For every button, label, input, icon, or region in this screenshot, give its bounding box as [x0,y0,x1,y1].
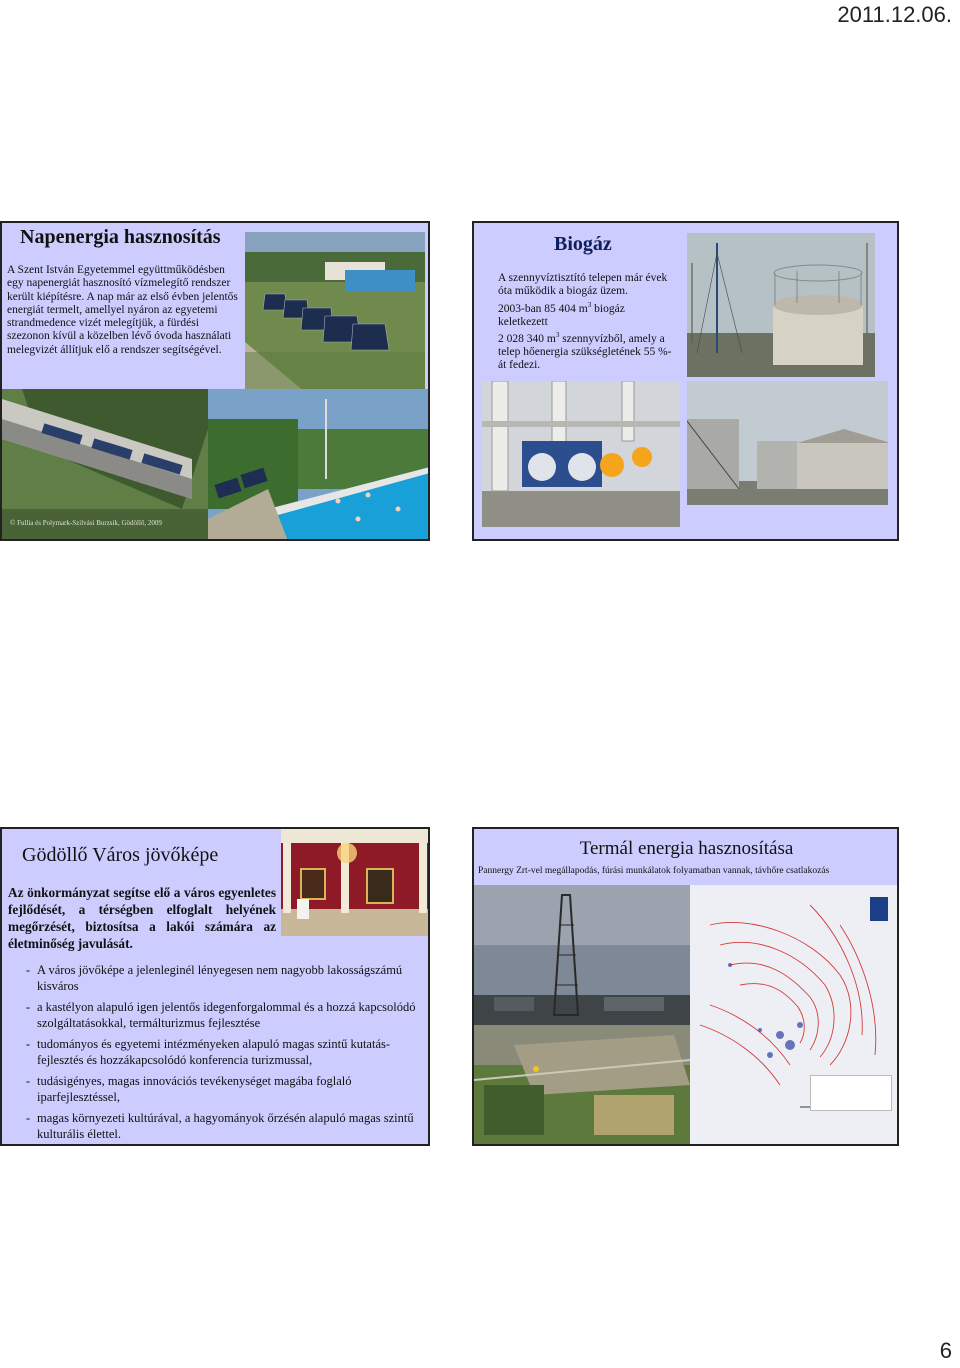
slide-napenergia [0,221,430,541]
photo-caption: © Fullia és Polymark-Szilvási Burzsik, Gödöllő, 2009 [10,519,162,527]
swimming-pool-photo [208,389,430,541]
slide-body-text [498,272,676,373]
slide-biogaz [472,221,899,541]
slide-termal-energia [472,827,899,1146]
gas-holder-photo [687,233,875,377]
body-line-1: A szennyvíztisztító telepen már évek óta működik a biogáz üzem. [498,272,668,298]
body-line-3b: szennyvízből, amely a telep hőenergia szükségletének 55 %-át fedezi. [498,332,672,372]
list-item: - a kastélyon alapuló igen jelentős idegenforgalommal és a hozzá kapcsolódó szolgáltatásokkal, termálturizmus fejlesztése [26,999,416,1031]
palace-hall-photo [281,829,430,936]
page-number: 6 [939,1338,952,1363]
storage-tanks-photo [687,381,888,505]
aerial-town-photo [474,1025,690,1146]
list-item: - tudományos és egyetemi intézményeken alapuló magas szintű kutatás-fejlesztés és hozzákapcsolódó konferencia turizmussal, [26,1036,416,1068]
body-line-2: 2003-ban 85 404 m [498,302,588,315]
slide-title: Gödöllő Város jövőképe [22,844,219,866]
boiler-room-photo [482,381,680,527]
body-line-3: 2 028 340 m [498,332,556,345]
map-legend [810,1075,892,1111]
slide-title: Termál energia hasznosítása [579,838,794,859]
slide-godollo-jovokep [0,827,430,1146]
slide-subtitle: Pannergy Zrt-vel megállapodás, fúrási munkálatok folyamatban vannak, távhőre csatlakozás [478,866,830,876]
list-item: - tudásigényes, magas innovációs tevékenységet magába foglaló iparfejlesztéssel, [26,1073,416,1105]
lead-text: Az önkormányzat segítse elő a város egyenletes fejlődését, a térségben elfoglalt helyének megőrzését, biztosítsa a lakói számára az életminőség javulását. [8,885,276,951]
body-line-2b: biogáz keletkezett [498,302,625,328]
slide-body-text: A Szent István Egyetemmel együttműködésben egy napenergiát hasznosító vízmelegítő rendszer került kiépítésre. A nap már az első évben jelentős energiát termelt, amellyel nyáron az egyetemi strandmedence vizét melegítjük, a fürdési szezonon kívül a közelben lévő óvoda használati melegvizét állítjuk elő a rendszer segítségével. [7,264,238,356]
vision-list [26,962,416,1146]
solar-collectors-photo [245,232,425,392]
superscript: 3 [555,331,560,340]
slide-title: Biogáz [554,233,612,255]
drilling-rig-photo [474,885,690,1025]
thermal-contour-map [690,885,899,1146]
date-stamp: 2011.12.06. [837,2,952,27]
superscript: 3 [587,300,592,309]
aerial-building-photo [2,389,208,541]
slide-title: Napenergia hasznosítás [20,226,221,248]
list-item: - magas környezeti kultúrával, a hagyományok őrzésén alapuló magas szintű kulturális élettel. [26,1110,416,1142]
list-item: - A város jövőképe a jelenleginél lényegesen nem nagyobb lakosságszámú kisváros [26,962,416,994]
